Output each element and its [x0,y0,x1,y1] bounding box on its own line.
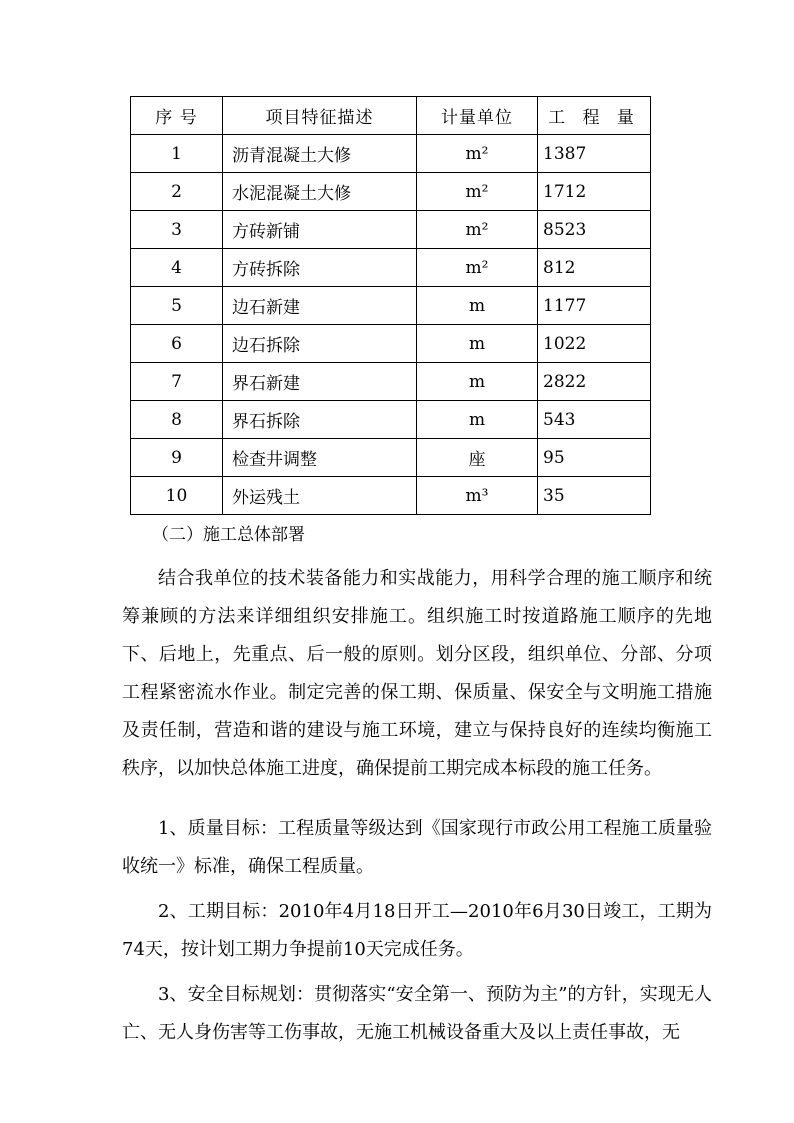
table-row [131,363,651,401]
row-description: 边石拆除 [223,325,417,363]
row-index: 4 [131,249,223,287]
quantity-table [130,96,651,515]
row-index: 3 [131,211,223,249]
row-quantity: 35 [538,477,651,515]
row-description: 边石新建 [223,287,417,325]
section-heading: （二）施工总体部署 [152,525,305,545]
row-description: 界石拆除 [223,401,417,439]
row-index: 8 [131,401,223,439]
table-row [131,477,651,515]
row-unit: m [417,287,538,325]
table-row [131,439,651,477]
header-unit: 计量单位 [417,97,538,135]
table-row [131,211,651,249]
row-index: 6 [131,325,223,363]
header-index: 序 号 [131,97,223,135]
table-row [131,287,651,325]
row-description: 外运残土 [223,477,417,515]
schedule-goal-paragraph: 2、工期目标：2010年4月18日开工—2010年6月30日竣工，工期为74天，按计划工期力争提前10天完成任务。 [122,901,712,960]
row-unit: m [417,401,538,439]
row-index: 1 [131,135,223,173]
row-quantity: 2822 [538,363,651,401]
row-description: 检查井调整 [223,439,417,477]
safety-goal-paragraph: 3、安全目标规划：贯彻落实“安全第一、预防为主”的方针，实现无人亡、无人身伤害等工伤事故，无施工机械设备重大及以上责任事故，无 [122,984,712,1043]
row-quantity: 812 [538,249,651,287]
row-quantity: 1177 [538,287,651,325]
row-description: 沥青混凝土大修 [223,135,417,173]
row-index: 10 [131,477,223,515]
quality-goal-paragraph: 1、质量目标：工程质量等级达到《国家现行市政公用工程施工质量验收统一》标准，确保工程质量。 [122,818,712,877]
row-description: 界石新建 [223,363,417,401]
row-unit: m³ [417,477,538,515]
header-description: 项目特征描述 [223,97,417,135]
row-quantity: 1022 [538,325,651,363]
table-row [131,135,651,173]
intro-paragraph: 结合我单位的技术装备能力和实战能力，用科学合理的施工顺序和统筹兼顾的方法来详细组织安排施工。组织施工时按道路施工顺序的先地下、后地上，先重点、后一般的原则。划分区段，组织单位、分部、分项工程紧密流水作业。制定完善的保工期、保质量、保安全与文明施工措施及责任制，营造和谐的建设与施工环境，建立与保持良好的连续均衡施工秩序，以加快总体施工进度，确保提前工期完成本标段的施工任务。 [122,568,712,779]
row-quantity: 8523 [538,211,651,249]
row-quantity: 543 [538,401,651,439]
row-description: 水泥混凝土大修 [223,173,417,211]
row-unit: 座 [417,439,538,477]
table-row [131,249,651,287]
row-unit: m² [417,249,538,287]
row-unit: m [417,325,538,363]
row-quantity: 95 [538,439,651,477]
row-description: 方砖拆除 [223,249,417,287]
row-index: 7 [131,363,223,401]
header-quantity: 工 程 量 [538,97,651,135]
row-index: 5 [131,287,223,325]
table-row [131,401,651,439]
row-unit: m² [417,135,538,173]
row-index: 2 [131,173,223,211]
row-description: 方砖新铺 [223,211,417,249]
table-header-row [131,97,651,135]
row-index: 9 [131,439,223,477]
row-unit: m² [417,211,538,249]
row-quantity: 1712 [538,173,651,211]
row-unit: m [417,363,538,401]
table-row [131,325,651,363]
table-row [131,173,651,211]
row-unit: m² [417,173,538,211]
row-quantity: 1387 [538,135,651,173]
